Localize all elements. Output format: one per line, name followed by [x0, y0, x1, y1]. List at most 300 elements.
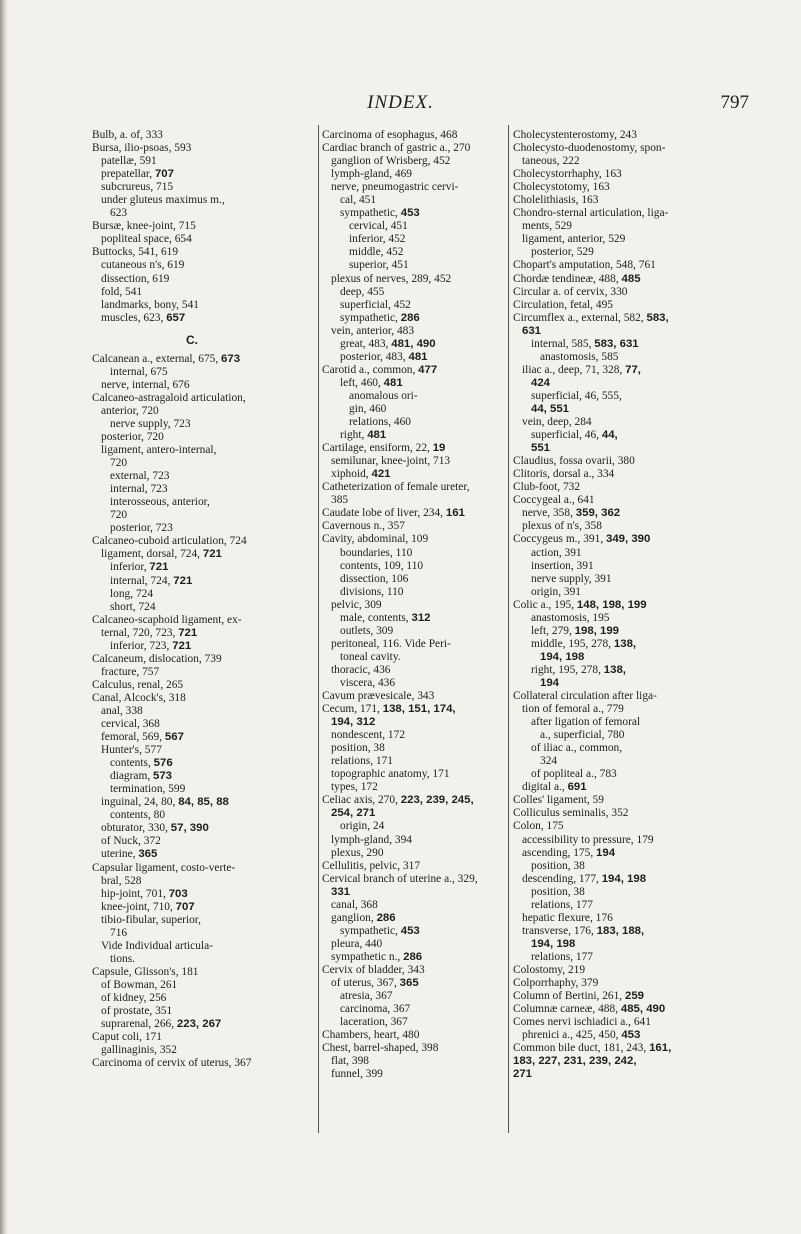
entry-text: cal, 451	[340, 194, 377, 207]
index-entry	[513, 938, 735, 951]
entry-text: left, 460,	[340, 376, 384, 389]
entry-text: Caudate lobe of liver, 234,	[322, 507, 446, 520]
index-entry	[92, 640, 292, 653]
index-entry	[92, 457, 292, 470]
index-entry	[322, 964, 500, 977]
entry-text: Bursa, ilio-psoas, 593	[92, 142, 192, 155]
index-entry	[92, 588, 292, 601]
index-entry	[92, 168, 292, 181]
index-entry	[513, 873, 735, 886]
entry-text: Columnæ carneæ, 488,	[513, 1003, 621, 1016]
entry-text: Cardiac branch of gastric a., 270	[322, 142, 471, 155]
index-entry	[322, 233, 500, 246]
entry-text: superior, 451	[349, 259, 409, 272]
index-entry	[322, 625, 500, 638]
entry-text: right, 195, 278,	[531, 663, 604, 676]
index-entry	[513, 807, 735, 820]
index-entry	[513, 742, 735, 755]
index-entry	[92, 353, 292, 366]
entry-text: fracture, 757	[101, 665, 160, 678]
index-entry	[513, 1055, 735, 1068]
index-entry	[92, 1018, 292, 1031]
entry-figure-pages: 703	[168, 887, 188, 900]
index-entry	[322, 794, 500, 807]
index-entry	[513, 129, 735, 142]
index-entry	[322, 533, 500, 546]
index-entry	[513, 899, 735, 912]
entry-text: sympathetic n.,	[331, 950, 404, 963]
index-entry	[513, 664, 735, 677]
index-entry	[513, 677, 735, 690]
entry-figure-pages: 707	[175, 900, 195, 913]
entry-figure-pages: 259	[625, 990, 645, 1003]
entry-text: Carotid a., common,	[322, 363, 419, 376]
entry-text: lymph-gland, 394	[331, 833, 412, 846]
index-entry	[92, 509, 292, 522]
index-entry	[513, 951, 735, 964]
entry-figure-pages: 286	[403, 950, 423, 963]
index-entry	[513, 599, 735, 612]
entry-text: great, 483,	[340, 337, 392, 350]
entry-text: pelvic, 309	[331, 598, 382, 611]
index-entry	[513, 364, 735, 377]
index-entry	[92, 1005, 292, 1018]
index-entry	[513, 834, 735, 847]
page-title: INDEX.	[367, 92, 434, 113]
entry-text: of prostate, 351	[101, 1005, 173, 1018]
index-entry	[322, 429, 500, 442]
entry-figure-pages: 271	[513, 1068, 533, 1081]
entry-figure-pages: 453	[400, 924, 420, 937]
index-entry	[92, 405, 292, 418]
index-entry	[513, 507, 735, 520]
index-entry	[513, 964, 735, 977]
entry-text: vein, anterior, 483	[331, 324, 415, 337]
index-entry	[322, 755, 500, 768]
index-entry	[513, 1016, 735, 1029]
entry-figure-pages: 481, 490	[391, 337, 436, 350]
entry-text: flat, 398	[331, 1055, 369, 1068]
index-entry	[322, 834, 500, 847]
index-entry	[92, 312, 292, 325]
entry-text: Cholecystorrhaphy, 163	[513, 168, 622, 181]
index-entry	[92, 770, 292, 783]
entry-text: popliteal space, 654	[101, 233, 192, 246]
index-entry	[322, 703, 500, 716]
index-entry	[322, 768, 500, 781]
entry-figure-pages: 721	[178, 626, 198, 639]
entry-text: contents,	[110, 757, 154, 770]
entry-text: position, 38	[531, 885, 585, 898]
entry-text: uterine,	[101, 848, 139, 861]
entry-text: xiphoid,	[331, 468, 372, 481]
entry-text: Comes nervi ischiadici a., 641	[513, 1016, 651, 1029]
index-entry	[322, 886, 500, 899]
entry-text: hip-joint, 701,	[101, 887, 169, 900]
entry-figure-pages: 44, 551	[531, 402, 570, 415]
index-entry	[92, 418, 292, 431]
index-entry	[513, 520, 735, 533]
index-entry	[513, 233, 735, 246]
index-entry	[513, 181, 735, 194]
index-entry	[513, 1029, 735, 1042]
index-entry	[92, 927, 292, 940]
index-entry	[513, 977, 735, 990]
entry-text: relations, 177	[531, 950, 594, 963]
entry-figure-pages: 691	[567, 781, 587, 794]
entry-text: internal, 585,	[531, 337, 595, 350]
entry-text: 623	[110, 207, 128, 220]
index-entry	[322, 416, 500, 429]
entry-text: posterior, 720	[101, 430, 164, 443]
index-entry	[513, 325, 735, 338]
entry-text: ligament, anterior, 529	[522, 233, 626, 246]
entry-figure-pages: 657	[166, 311, 186, 324]
entry-text: pleura, 440	[331, 937, 383, 950]
index-entry	[92, 848, 292, 861]
entry-text: middle, 452	[349, 246, 404, 259]
index-entry	[513, 716, 735, 729]
entry-figure-pages: 198, 199	[574, 624, 619, 637]
index-entry	[322, 651, 500, 664]
entry-text: of Bowman, 261	[101, 978, 178, 991]
index-entry	[92, 1044, 292, 1057]
entry-text: divisions, 110	[340, 585, 404, 598]
entry-text: diagram,	[110, 770, 154, 783]
entry-figure-pages: 365	[399, 977, 419, 990]
entry-text: Carcinoma of cervix of uterus, 367	[92, 1057, 252, 1070]
entry-figure-pages: 194	[540, 676, 560, 689]
index-entry	[322, 742, 500, 755]
index-entry	[513, 547, 735, 560]
entry-text: 720	[110, 509, 128, 522]
entry-text: Colles' ligament, 59	[513, 794, 604, 807]
index-entry	[322, 977, 500, 990]
entry-text: nerve supply, 723	[110, 417, 191, 430]
entry-text: tion of femoral a., 779	[522, 703, 624, 716]
entry-figure-pages: 424	[531, 376, 551, 389]
index-entry	[322, 299, 500, 312]
entry-text: Carcinoma of esophagus, 468	[322, 129, 458, 141]
entry-text: ganglion,	[331, 911, 377, 924]
index-entry	[513, 729, 735, 742]
entry-text: Colon, 175	[513, 820, 564, 833]
entry-figure-pages: 453	[400, 207, 420, 220]
entry-text: Collateral circulation after liga-	[513, 690, 657, 703]
entry-text: short, 724	[110, 600, 156, 613]
entry-text: bral, 528	[101, 874, 142, 887]
index-entry	[322, 246, 500, 259]
entry-text: gin, 460	[349, 402, 387, 415]
entry-figure-pages: 194, 312	[331, 716, 376, 729]
entry-text: relations, 460	[349, 416, 412, 429]
index-entry	[513, 312, 735, 325]
entry-text: viscera, 436	[340, 676, 396, 689]
index-entry	[92, 444, 292, 457]
index-entry	[513, 925, 735, 938]
index-entry	[513, 494, 735, 507]
entry-text: Colostomy, 219	[513, 964, 586, 976]
entry-text: Calcaneo-cuboid articulation, 724	[92, 535, 247, 548]
entry-text: anastomosis, 585	[540, 350, 619, 363]
entry-text: ments, 529	[522, 220, 572, 233]
index-entry	[92, 575, 292, 588]
entry-text: inferior, 723,	[110, 639, 173, 652]
entry-figure-pages: 331	[331, 885, 351, 898]
entry-figure-pages: 453	[621, 1029, 641, 1042]
index-entry	[322, 468, 500, 481]
entry-text: of Nuck, 372	[101, 835, 161, 848]
entry-text: Circumflex a., external, 582,	[513, 311, 647, 324]
entry-text: anterior, 720	[101, 404, 159, 417]
index-entry	[322, 560, 500, 573]
entry-text: ligament, dorsal, 724,	[101, 548, 203, 561]
entry-figure-pages: 194, 198	[531, 937, 576, 950]
index-entry	[513, 390, 735, 403]
entry-text: internal, 724,	[110, 574, 174, 587]
entry-text: sympathetic,	[340, 924, 401, 937]
entry-text: Canal, Alcock's, 318	[92, 691, 186, 704]
index-column-1	[92, 129, 292, 1070]
entry-text: tions.	[110, 952, 136, 965]
index-entry	[322, 899, 500, 912]
entry-figure-pages: 161	[445, 507, 465, 520]
entry-text: plexus of n's, 358	[522, 520, 602, 533]
entry-text: Cavity, abdominal, 109	[322, 533, 429, 546]
entry-text: plexus of nerves, 289, 452	[331, 272, 452, 285]
index-entry	[92, 470, 292, 483]
entry-figure-pages: 481	[367, 429, 387, 442]
entry-text: Coccygeus m., 391,	[513, 533, 607, 546]
index-entry	[513, 847, 735, 860]
entry-figure-pages: 359, 362	[575, 507, 621, 520]
entry-text: Circulation, fetal, 495	[513, 298, 613, 311]
index-entry	[322, 925, 500, 938]
entry-text: Bulb, a. of, 333	[92, 129, 163, 141]
entry-text: interosseous, anterior,	[110, 496, 210, 509]
entry-text: Colporrhaphy, 379	[513, 977, 599, 990]
entry-text: superficial, 452	[340, 298, 411, 311]
entry-text: boundaries, 110	[340, 546, 413, 559]
entry-text: patellæ, 591	[101, 155, 157, 168]
entry-figure-pages: 223, 239, 245,	[400, 794, 474, 807]
entry-text: muscles, 623,	[101, 311, 167, 324]
entry-text: descending, 177,	[522, 872, 602, 885]
entry-figure-pages: 707	[154, 168, 174, 181]
column-divider	[318, 125, 319, 1133]
entry-figure-pages: 44,	[601, 429, 618, 442]
entry-text: male, contents,	[340, 611, 412, 624]
entry-text: insertion, 391	[531, 559, 594, 572]
entry-text: ligament, antero-internal,	[101, 444, 217, 457]
index-entry	[92, 875, 292, 888]
entry-text: Chambers, heart, 480	[322, 1029, 420, 1042]
entry-text: Calcaneum, dislocation, 739	[92, 652, 222, 665]
index-entry	[322, 547, 500, 560]
index-entry	[92, 392, 292, 405]
entry-text: cervical, 451	[349, 220, 408, 233]
index-entry	[92, 718, 292, 731]
entry-text: knee-joint, 710,	[101, 900, 176, 913]
index-entry	[92, 796, 292, 809]
entry-text: action, 391	[531, 546, 582, 559]
entry-text: Cavernous n., 357	[322, 520, 405, 533]
index-entry	[322, 520, 500, 533]
index-entry	[513, 155, 735, 168]
index-entry	[322, 194, 500, 207]
entry-text: Cartilage, ensiform, 22,	[322, 442, 433, 455]
index-entry	[322, 220, 500, 233]
entry-text: fold, 541	[101, 285, 143, 298]
entry-text: Column of Bertini, 261,	[513, 990, 626, 1003]
index-entry	[92, 731, 292, 744]
entry-figure-pages: 631	[522, 324, 542, 337]
index-entry	[513, 168, 735, 181]
entry-text: Calcaneo-astragaloid articulation,	[92, 391, 246, 404]
index-entry	[322, 1029, 500, 1042]
entry-text: of iliac a., common,	[531, 742, 623, 755]
index-entry	[92, 431, 292, 444]
entry-text: left, 279,	[531, 624, 575, 637]
entry-text: internal, 675	[110, 365, 168, 378]
entry-text: Cholecystenterostomy, 243	[513, 129, 637, 141]
entry-text: outlets, 309	[340, 624, 394, 637]
entry-text: Capsular ligament, costo-verte-	[92, 861, 236, 874]
index-entry	[92, 259, 292, 272]
entry-figure-pages: 721	[172, 639, 192, 652]
entry-figure-pages: 84, 85, 88	[178, 796, 229, 809]
entry-text: hepatic flexure, 176	[522, 911, 613, 924]
entry-figure-pages: 183, 188,	[596, 924, 645, 937]
entry-text: deep, 455	[340, 285, 385, 298]
entry-text: after ligation of femoral	[531, 716, 641, 729]
index-entry	[322, 312, 500, 325]
index-entry	[322, 1003, 500, 1016]
entry-text: Cavum prævesicale, 343	[322, 690, 435, 703]
entry-text: ascending, 175,	[522, 846, 597, 859]
entry-text: relations, 171	[331, 755, 394, 768]
entry-figure-pages: 477	[418, 363, 438, 376]
entry-text: Cervical branch of uterine a., 329,	[322, 872, 478, 885]
entry-text: canal, 368	[331, 898, 378, 911]
index-entry	[322, 181, 500, 194]
index-entry	[513, 794, 735, 807]
entry-text: relations, 177	[531, 898, 594, 911]
entry-text: position, 38	[531, 859, 585, 872]
index-entry	[92, 992, 292, 1005]
entry-text: suprarenal, 266,	[101, 1018, 177, 1031]
entry-text: Cholecystotomy, 163	[513, 181, 610, 194]
entry-text: cutaneous n's, 619	[101, 259, 185, 272]
entry-figure-pages: 138,	[613, 637, 637, 650]
index-entry	[92, 1057, 292, 1070]
page-number: 797	[720, 92, 749, 113]
index-entry	[513, 625, 735, 638]
entry-text: subcrureus, 715	[101, 181, 174, 194]
entry-text: right,	[340, 429, 368, 442]
index-entry	[322, 364, 500, 377]
index-entry	[92, 155, 292, 168]
entry-text: of popliteal a., 783	[531, 768, 617, 781]
entry-text: Colliculus seminalis, 352	[513, 807, 629, 820]
index-entry	[322, 729, 500, 742]
index-entry	[322, 677, 500, 690]
entry-text: Cervix of bladder, 343	[322, 964, 425, 976]
entry-text: Chondro-sternal articulation, liga-	[513, 207, 669, 220]
index-entry	[322, 390, 500, 403]
index-entry	[92, 862, 292, 875]
index-entry	[92, 835, 292, 848]
entry-text: Calcanean a., external, 675,	[92, 352, 222, 365]
entry-text: Common bile duct, 181, 243,	[513, 1042, 650, 1055]
entry-figure-pages: 183, 227, 231, 239, 242,	[513, 1055, 637, 1068]
index-entry	[322, 455, 500, 468]
index-entry	[322, 1055, 500, 1068]
entry-text: lymph-gland, 469	[331, 168, 412, 181]
entry-figure-pages: 673	[221, 352, 241, 365]
index-entry	[513, 377, 735, 390]
index-entry	[322, 573, 500, 586]
entry-text: origin, 24	[340, 820, 385, 833]
entry-figure-pages: 365	[138, 848, 158, 861]
index-entry	[322, 912, 500, 925]
index-entry	[92, 809, 292, 822]
index-entry	[513, 207, 735, 220]
index-entry	[513, 638, 735, 651]
index-entry	[513, 429, 735, 442]
entry-text: inferior,	[110, 561, 150, 574]
index-entry	[322, 259, 500, 272]
index-entry	[322, 142, 500, 155]
entry-text: laceration, 367	[340, 1016, 408, 1029]
index-entry	[513, 573, 735, 586]
index-entry	[92, 496, 292, 509]
entry-text: Catheterization of female ureter,	[322, 481, 470, 494]
index-entry	[322, 807, 500, 820]
index-entry	[322, 638, 500, 651]
index-entry	[322, 481, 500, 494]
index-entry	[322, 820, 500, 833]
entry-text: nerve, internal, 676	[101, 378, 190, 391]
index-entry	[92, 299, 292, 312]
entry-text: Chest, barrel-shaped, 398	[322, 1042, 439, 1055]
entry-text: of uterus, 367,	[331, 977, 400, 990]
entry-text: superficial, 46, 555,	[531, 389, 622, 402]
entry-text: 324	[540, 755, 558, 768]
entry-text: taneous, 222	[522, 155, 580, 168]
entry-text: posterior, 483,	[340, 350, 409, 363]
entry-text: topographic anatomy, 171	[331, 768, 450, 781]
entry-text: Coccygeal a., 641	[513, 494, 595, 507]
entry-text: thoracic, 436	[331, 663, 391, 676]
index-column-2	[322, 129, 500, 1081]
entry-text: Cholecysto-duodenostomy, spon-	[513, 142, 666, 155]
entry-text: types, 172	[331, 781, 378, 794]
entry-text: position, 38	[331, 742, 385, 755]
index-entry	[92, 822, 292, 835]
index-entry	[513, 912, 735, 925]
index-entry	[322, 873, 500, 886]
entry-text: posterior, 723	[110, 522, 173, 535]
entry-text: 716	[110, 926, 128, 939]
index-entry	[322, 1042, 500, 1055]
entry-text: Capsule, Glisson's, 181	[92, 965, 199, 978]
entry-figure-pages: 286	[376, 911, 396, 924]
index-entry	[322, 716, 500, 729]
index-entry	[513, 781, 735, 794]
entry-text: Club-foot, 732	[513, 481, 581, 494]
entry-text: nondescent, 172	[331, 729, 406, 742]
